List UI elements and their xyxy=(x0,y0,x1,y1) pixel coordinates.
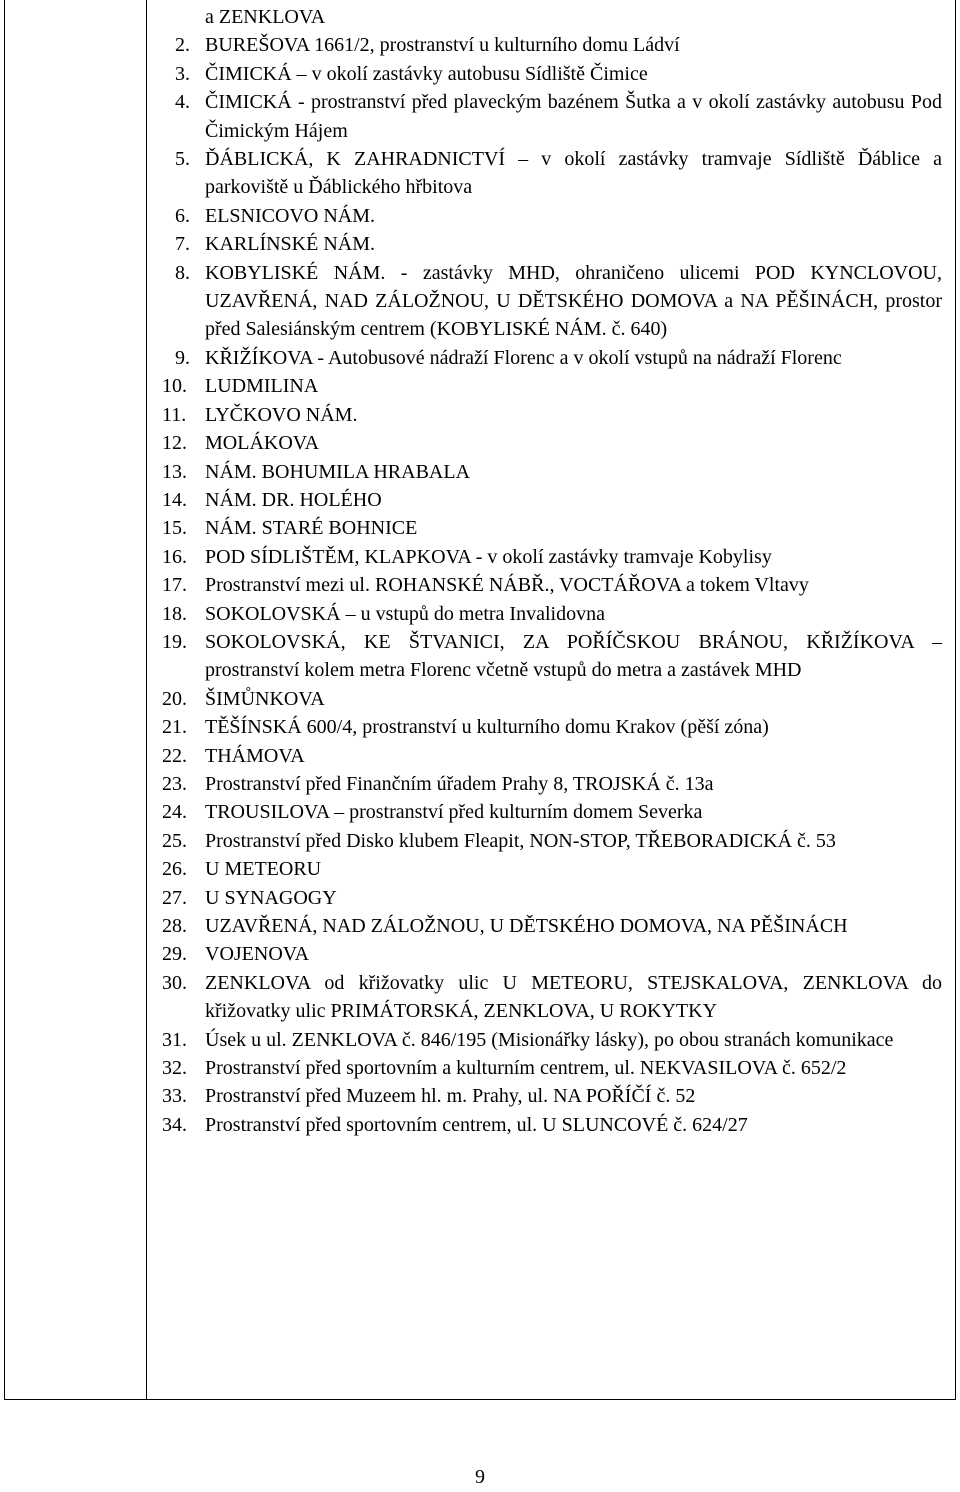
list-item xyxy=(162,3,942,31)
list-item xyxy=(162,940,942,968)
item-number: 29. xyxy=(162,943,187,966)
list-item xyxy=(162,543,942,571)
item-text: U METEORU xyxy=(205,858,322,881)
item-number: 5. xyxy=(175,148,190,171)
page-number: 9 xyxy=(475,1466,485,1488)
item-number: 22. xyxy=(162,744,187,767)
item-number: 25. xyxy=(162,829,187,852)
item-number: 27. xyxy=(162,886,187,909)
item-number: 24. xyxy=(162,801,187,824)
item-number: 19. xyxy=(162,630,187,653)
list-item xyxy=(162,713,942,741)
list-item xyxy=(162,486,942,514)
item-text: MOLÁKOVA xyxy=(205,432,320,455)
item-text: NÁM. DR. HOLÉHO xyxy=(205,488,382,511)
list-item xyxy=(162,401,942,429)
item-text: NÁM. STARÉ BOHNICE xyxy=(205,517,418,540)
item-number: 21. xyxy=(162,716,187,739)
list-item xyxy=(162,60,942,88)
item-number: 9. xyxy=(175,346,190,369)
item-text: KOBYLISKÉ NÁM. - zastávky MHD, ohraničeno ulicemi POD KYNCLOVOU, UZAVŘENÁ, NAD ZÁLOŽNOU, U DĚTSKÉHO DOMOVA a NA PĚŠINÁCH, prostor před Salesiánským centrem (KOBYLISKÉ NÁM. č. 640) xyxy=(205,261,942,341)
list-item xyxy=(162,628,942,685)
item-text: Prostranství před Muzeem hl. m. Prahy, ul. NA POŘÍČÍ č. 52 xyxy=(205,1085,696,1108)
item-text: Prostranství před Disko klubem Fleapit, NON-STOP, TŘEBORADICKÁ č. 53 xyxy=(205,829,836,852)
item-number: 14. xyxy=(162,488,187,511)
item-number: 17. xyxy=(162,574,187,597)
item-number: 12. xyxy=(162,432,187,455)
item-number: 15. xyxy=(162,517,187,540)
item-text: NÁM. BOHUMILA HRABALA xyxy=(205,460,471,483)
column-divider xyxy=(146,0,147,1399)
item-number: 31. xyxy=(162,1028,187,1051)
item-text: POD SÍDLIŠTĚM, KLAPKOVA - v okolí zastávky tramvaje Kobylisy xyxy=(205,545,772,568)
item-number: 30. xyxy=(162,971,187,994)
item-text: Prostranství před sportovním a kulturním centrem, ul. NEKVASILOVA č. 652/2 xyxy=(205,1057,847,1080)
item-text: ELSNICOVO NÁM. xyxy=(205,204,375,227)
item-number: 20. xyxy=(162,687,187,710)
item-number: 33. xyxy=(162,1085,187,1108)
item-text: THÁMOVA xyxy=(205,744,305,767)
list-item xyxy=(162,827,942,855)
item-number: 32. xyxy=(162,1057,187,1080)
item-text: Prostranství mezi ul. ROHANSKÉ NÁBŘ., VOCTÁŘOVA a tokem Vltavy xyxy=(205,574,809,597)
list-item xyxy=(162,1026,942,1054)
list-item xyxy=(162,88,942,145)
list-item xyxy=(162,344,942,372)
item-text: Úsek u ul. ZENKLOVA č. 846/195 (Misionářky lásky), po obou stranách komunikace xyxy=(205,1028,894,1051)
list-item xyxy=(162,31,942,59)
list-item xyxy=(162,202,942,230)
list-item xyxy=(162,969,942,1026)
list-item xyxy=(162,372,942,400)
list-item xyxy=(162,429,942,457)
item-number: 6. xyxy=(175,204,190,227)
item-number: 34. xyxy=(162,1113,187,1136)
list-item xyxy=(162,884,942,912)
item-text: U SYNAGOGY xyxy=(205,886,337,909)
list-item xyxy=(162,1082,942,1110)
item-text: KŘIŽÍKOVA - Autobusové nádraží Florenc a v okolí vstupů na nádraží Florenc xyxy=(205,346,842,369)
item-number: 8. xyxy=(175,261,190,284)
item-text: BUREŠOVA 1661/2, prostranství u kulturního domu Ládví xyxy=(205,34,680,57)
list-item xyxy=(162,600,942,628)
item-text: KARLÍNSKÉ NÁM. xyxy=(205,233,375,256)
item-text: ĎÁBLICKÁ, K ZAHRADNICTVÍ – v okolí zastávky tramvaje Sídliště Ďáblice a parkoviště u Ďáblického hřbitova xyxy=(205,148,942,199)
item-text: Prostranství před Finančním úřadem Prahy 8, TROJSKÁ č. 13a xyxy=(205,772,714,795)
list-item xyxy=(162,1111,942,1139)
list-item xyxy=(162,685,942,713)
item-number: 26. xyxy=(162,858,187,881)
item-number: 3. xyxy=(175,62,190,85)
item-number: 28. xyxy=(162,915,187,937)
list-item xyxy=(162,1054,942,1082)
location-list xyxy=(162,3,942,1139)
item-text: ŠIMŮNKOVA xyxy=(205,687,325,710)
item-text: TROUSILOVA – prostranství před kulturním domem Severka xyxy=(205,801,703,824)
item-number: 23. xyxy=(162,772,187,795)
list-item xyxy=(162,259,942,344)
item-text: TĚŠÍNSKÁ 600/4, prostranství u kulturního domu Krakov (pěší zóna) xyxy=(205,716,769,739)
list-item xyxy=(162,514,942,542)
intro-continuation: a ZENKLOVA xyxy=(205,6,326,28)
item-number: 18. xyxy=(162,602,187,625)
item-text: UZAVŘENÁ, NAD ZÁLOŽNOU, U DĚTSKÉHO DOMOVA, NA PĚŠINÁCH xyxy=(205,915,848,937)
item-number: 13. xyxy=(162,460,187,483)
item-text: SOKOLOVSKÁ – u vstupů do metra Invalidovna xyxy=(205,602,605,625)
list-item xyxy=(162,798,942,826)
item-number: 2. xyxy=(175,34,190,57)
list-item xyxy=(162,458,942,486)
item-text: Prostranství před sportovním centrem, ul. U SLUNCOVÉ č. 624/27 xyxy=(205,1113,748,1136)
item-number: 10. xyxy=(162,375,187,398)
item-text: SOKOLOVSKÁ, KE ŠTVANICI, ZA POŘÍČSKOU BRÁNOU, KŘIŽÍKOVA – prostranství kolem metra Florenc včetně vstupů do metra a zastávek MHD xyxy=(205,630,942,682)
list-item xyxy=(162,230,942,258)
item-text: ZENKLOVA od křižovatky ulic U METEORU, STEJSKALOVA, ZENKLOVA do křižovatky ulic PRIMÁTORSKÁ, ZENKLOVA, U ROKYTKY xyxy=(205,971,942,1023)
list-item xyxy=(162,912,942,940)
item-text: ČIMICKÁ - prostranství před plaveckým bazénem Šutka a v okolí zastávky autobusu Pod Čimickým Hájem xyxy=(205,91,942,142)
item-number: 4. xyxy=(175,91,190,114)
item-text: VOJENOVA xyxy=(205,943,310,966)
item-number: 7. xyxy=(175,233,190,256)
item-text: ČIMICKÁ – v okolí zastávky autobusu Sídliště Čimice xyxy=(205,62,648,85)
list-item xyxy=(162,770,942,798)
item-text: LYČKOVO NÁM. xyxy=(205,403,358,426)
item-text: LUDMILINA xyxy=(205,375,319,398)
list-item xyxy=(162,571,942,599)
list-item xyxy=(162,742,942,770)
list-item xyxy=(162,145,942,202)
list-item xyxy=(162,855,942,883)
item-number: 16. xyxy=(162,545,187,568)
item-number: 11. xyxy=(162,403,187,426)
